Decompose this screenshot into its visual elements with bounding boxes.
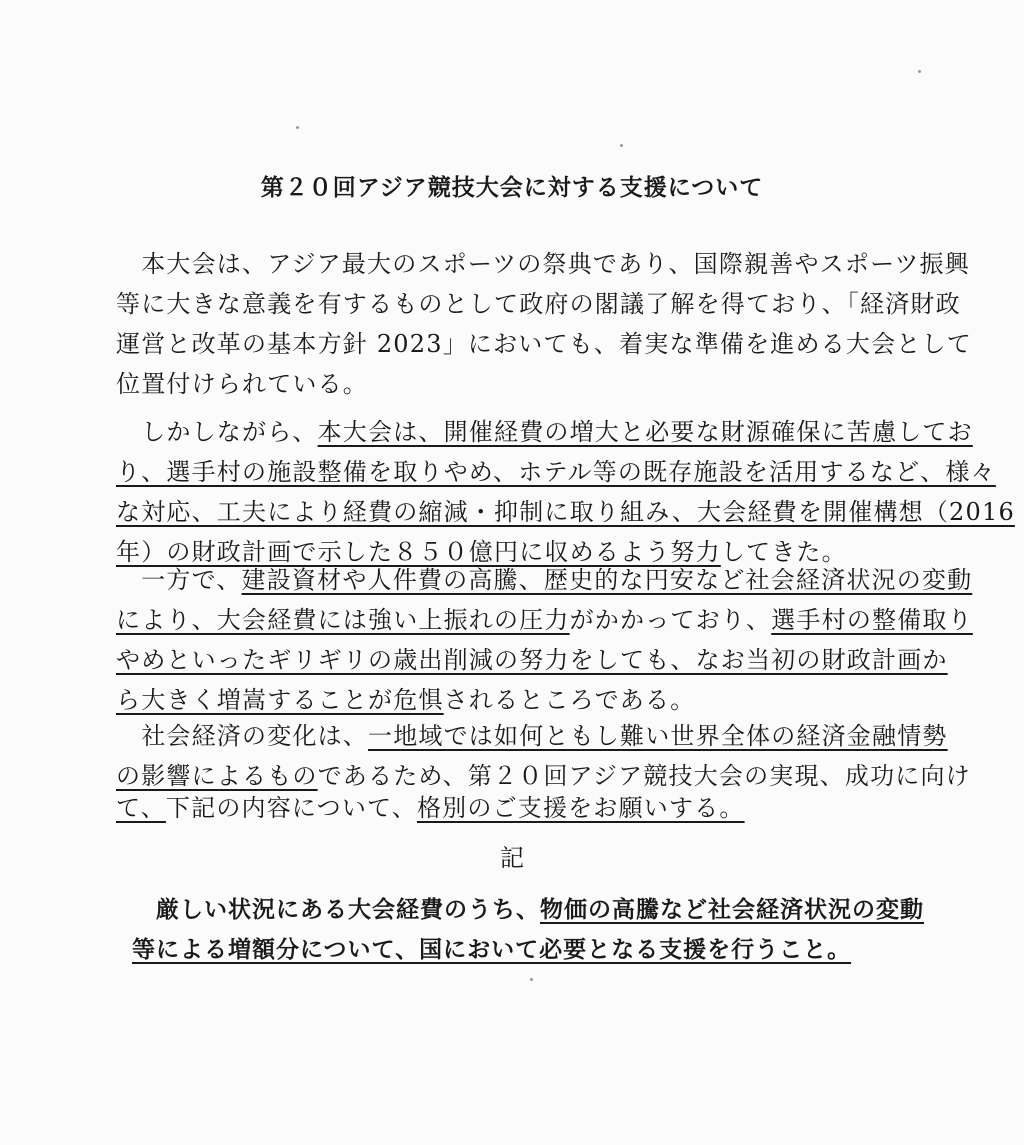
scan-speck <box>620 144 623 147</box>
request-line-2 <box>132 930 900 970</box>
paragraph-1-line-4 <box>116 364 908 404</box>
underlined-text: ら大きく増嵩することが危惧 <box>116 686 444 714</box>
text: 厳しい状況にある大会経費のうち、 <box>132 897 540 923</box>
underlined-text: やめといったギリギリの歳出削減の努力をしても、なお当初の財政計画か <box>116 646 948 674</box>
paragraph-4-line-3 <box>116 788 908 828</box>
text: しかしながら、 <box>116 418 318 446</box>
text: がかかっており、 <box>569 606 772 634</box>
text: 下記の内容について、 <box>165 794 417 822</box>
ki-heading: 記 <box>500 844 524 872</box>
text: してきた。 <box>720 538 847 566</box>
scan-speck <box>296 126 299 129</box>
paragraph-1-line-3 <box>116 324 972 364</box>
paragraph-1-line-2 <box>116 284 961 324</box>
paragraph-2-line-2 <box>116 452 996 492</box>
text: であるため、第２０回アジア競技大会の実現、成功に向け <box>317 762 971 790</box>
scan-speck <box>530 978 533 981</box>
text: 社会経済の変化は、 <box>116 722 368 750</box>
paragraph-2-line-1 <box>116 412 973 452</box>
paragraph-1-line-1 <box>116 244 970 284</box>
underlined-text: 格別のご支援をお願いする。 <box>416 794 745 822</box>
paragraph-3-line-3 <box>116 640 948 680</box>
document-title: 第２０回アジア競技大会に対する支援について <box>260 175 764 201</box>
underlined-text: な対応、工夫により経費の縮減・抑制に取り組み、大会経費を開催構想（2016 <box>116 498 1015 526</box>
underlined-text: て、 <box>116 794 166 822</box>
text: 一方で、 <box>116 566 242 594</box>
underlined-text: 本大会は、開催経費の増大と必要な財源確保に苦慮してお <box>317 418 973 446</box>
paragraph-4-line-1 <box>116 716 948 756</box>
paragraph-3-line-1 <box>116 560 973 600</box>
underlined-text: 建設資材や人件費の高騰、歴史的な円安など社会経済状況の変動 <box>241 566 973 594</box>
underlined-text: り、選手村の施設整備を取りやめ、ホテル等の既存施設を活用するなど、様々 <box>116 458 996 486</box>
text: 運営と改革の基本方針 2023」においても、着実な準備を進める大会として <box>116 330 972 358</box>
underlined-text: 等による増額分について、国において必要となる支援を行うこと。 <box>132 937 852 963</box>
underlined-text: により、大会経費には強い上振れの圧力 <box>116 606 570 634</box>
underlined-text: 一地域では如何ともし難い世界全体の経済金融情勢 <box>368 722 948 750</box>
scan-speck <box>918 70 921 73</box>
underlined-text: の影響によるもの <box>116 762 318 790</box>
text: 等に大きな意義を有するものとして政府の閣議了解を得ており、「経済財政 <box>116 290 961 318</box>
underlined-text: 物価の高騰など社会経済状況の変動 <box>540 897 924 923</box>
underlined-text: 選手村の整備取り <box>771 606 973 634</box>
paragraph-2-line-3 <box>116 492 1015 532</box>
text: 本大会は、アジア最大のスポーツの祭典であり、国際親善やスポーツ振興 <box>116 250 970 278</box>
paragraph-3-line-2 <box>116 600 973 640</box>
paragraph-3-line-4 <box>116 680 908 720</box>
text: されるところである。 <box>443 686 696 714</box>
request-line-1 <box>132 890 924 930</box>
underlined-text: 年）の財政計画で示した８５０億円に収めるよう努力 <box>116 538 721 566</box>
text: 位置付けられている。 <box>116 370 368 398</box>
